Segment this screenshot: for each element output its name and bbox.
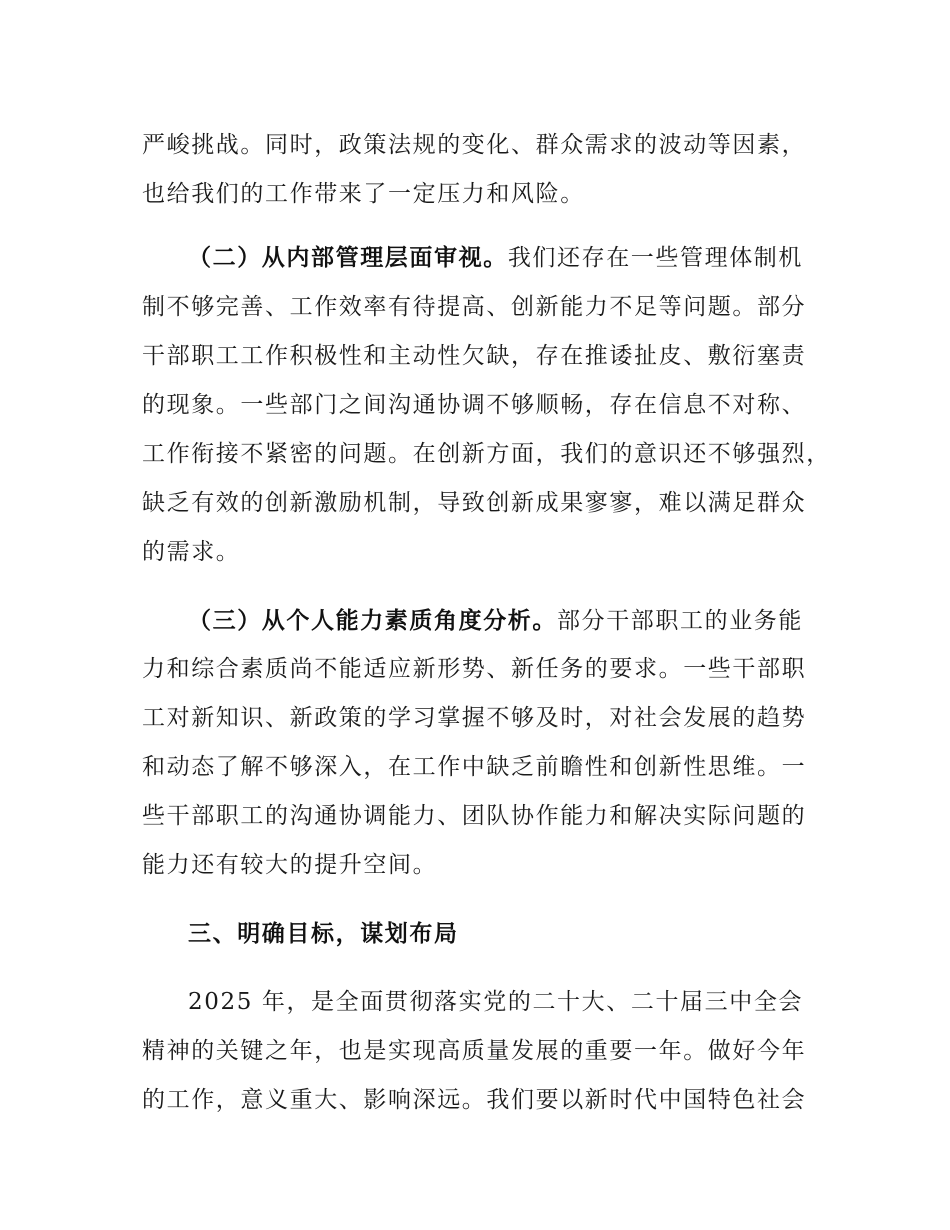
paragraph-2-line-4: 的现象。一些部门之间沟通协调不够顺畅，存在信息不对称、 [142,392,807,418]
paragraph-2-line-7: 的需求。 [142,539,241,565]
paragraph-2-line-5: 工作衔接不紧密的问题。在创新方面，我们的意识还不够强烈， [142,441,831,467]
paragraph-1-line-1: 严峻挑战。同时，政策法规的变化、群众需求的波动等因素， [142,132,807,158]
paragraph-2-heading: （二）从内部管理层面审视。 [188,245,508,271]
paragraph-4-line-1: 2025 年，是全面贯彻落实党的二十大、二十届三中全会 [188,989,804,1015]
section-heading: 三、明确目标，谋划布局 [188,921,459,947]
paragraph-4-line-2: 精神的关键之年，也是实现高质量发展的重要一年。做好今年 [142,1038,807,1064]
paragraph-3-line-3: 工对新知识、新政策的学习掌握不够及时，对社会发展的趋势 [142,705,807,731]
paragraph-1-line-2: 也给我们的工作带来了一定压力和风险。 [142,181,585,207]
paragraph-2-line-2: 制不够完善、工作效率有待提高、创新能力不足等问题。部分 [142,294,807,320]
paragraph-2-line-1-text: 我们还存在一些管理体制机 [507,245,804,271]
paragraph-2-line-1 [188,238,803,278]
paragraph-3-line-1 [188,601,803,641]
paragraph-3-line-2: 力和综合素质尚不能适应新形势、新任务的要求。一些干部职 [142,656,807,682]
paragraph-3-heading: （三）从个人能力素质角度分析。 [188,608,557,634]
paragraph-3-line-4: 和动态了解不够深入，在工作中缺乏前瞻性和创新性思维。一 [142,754,807,780]
paragraph-2-line-6: 缺乏有效的创新激励机制，导致创新成果寥寥，难以满足群众 [142,490,807,516]
paragraph-3-line-5: 些干部职工的沟通协调能力、团队协作能力和解决实际问题的 [142,803,807,829]
paragraph-2-line-3: 干部职工工作积极性和主动性欠缺，存在推诿扯皮、敷衍塞责 [142,343,807,369]
paragraph-3-line-1-text: 部分干部职工的业务能 [557,608,803,634]
paragraph-4-line-3: 的工作，意义重大、影响深远。我们要以新时代中国特色社会 [142,1087,807,1113]
paragraph-3-line-6: 能力还有较大的提升空间。 [142,852,438,878]
